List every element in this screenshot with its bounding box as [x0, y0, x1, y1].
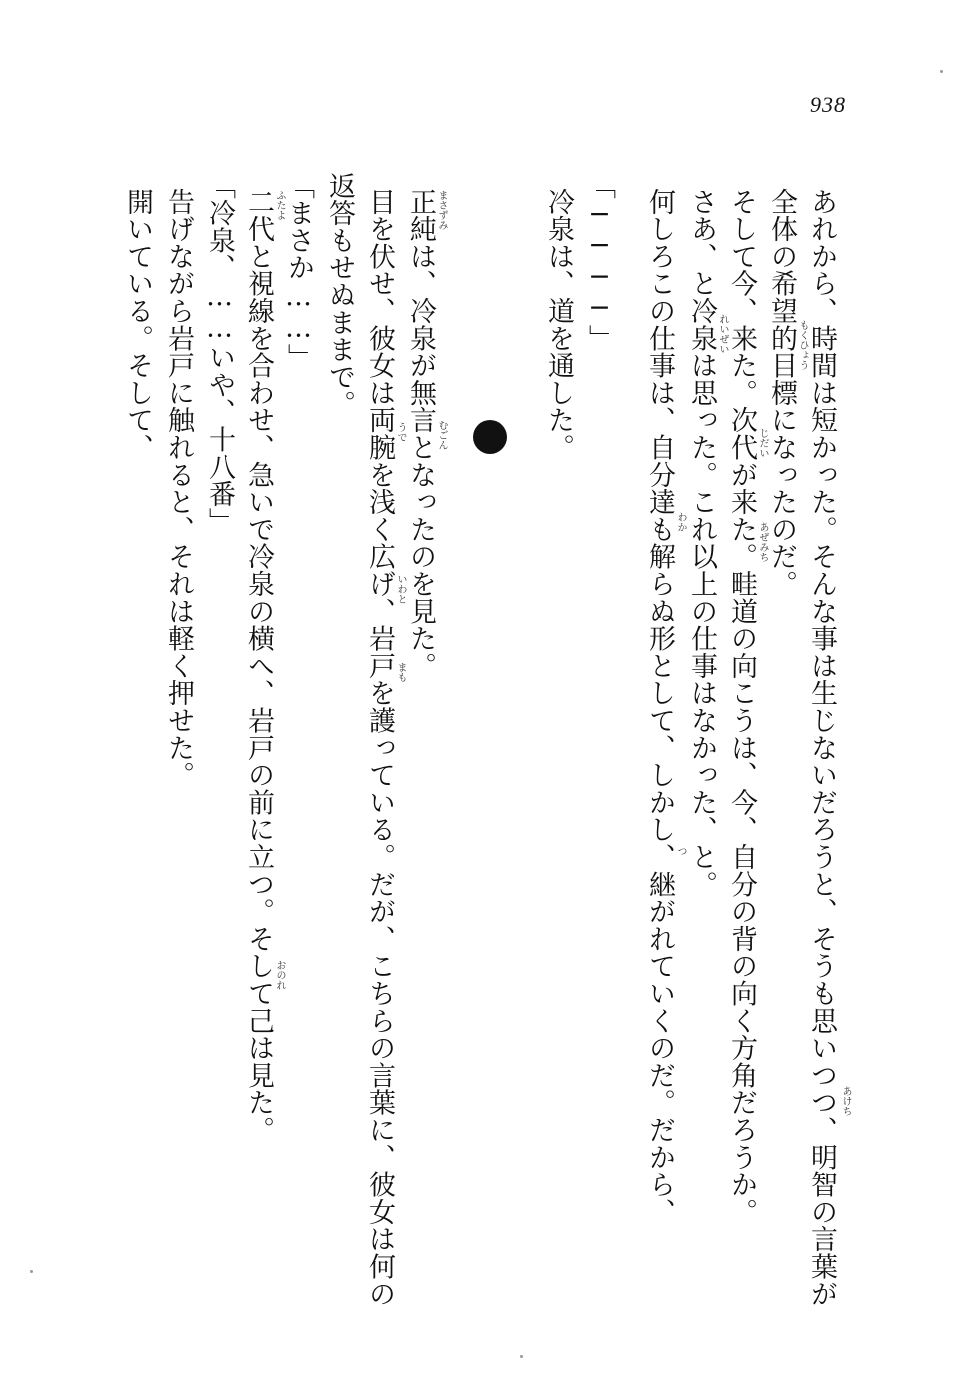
- furigana-mokuhyou: もくひょう: [797, 320, 808, 370]
- furigana-ude: うで: [395, 422, 406, 442]
- furigana-masazumi: まさずみ: [436, 190, 447, 230]
- furigana-iwato: いわと: [395, 574, 406, 604]
- body-column-2: 全体の希望的目標になったのだ。: [766, 188, 797, 598]
- body-column-13: 「冷泉、……いや、十八番」: [204, 172, 235, 535]
- body-column-10: 返答もせぬままで。: [324, 172, 355, 418]
- furigana-akechi: あけち: [840, 1086, 851, 1116]
- body-column-15: 開いている。そして、: [122, 188, 153, 461]
- body-column-5: 何しろこの仕事は、自分達も解らぬ形として、しかし、継がれていくのだ。だから、: [644, 188, 675, 1226]
- furigana-mamoru: まも: [395, 662, 406, 682]
- scan-speck: [30, 1270, 33, 1273]
- section-break-icon: [473, 420, 507, 454]
- furigana-jidai: じだい: [757, 428, 768, 458]
- body-column-9: 目を伏せ、彼女は両腕を浅く広げ、岩戸を護っている。だが、こちらの言葉に、彼女は何の: [364, 188, 395, 1308]
- page-number: 938: [810, 92, 846, 117]
- furigana-tsugu: つ: [675, 846, 686, 856]
- furigana-wakaru: わか: [675, 512, 686, 532]
- scan-speck: [520, 1355, 523, 1358]
- furigana-reizei: れいぜい: [717, 314, 728, 354]
- furigana-futayo: ふたよ: [274, 190, 285, 220]
- body-column-1: あれから、時間は短かった。そんな事は生じないだろうと、そうも思いつつ、明智の言葉が: [806, 188, 837, 1308]
- body-column-6: 「────」: [584, 172, 615, 352]
- furigana-mugon: むごん: [436, 420, 447, 450]
- body-column-8: 正純は、冷泉が無言となったのを見た。: [405, 188, 436, 680]
- body-column-7: 冷泉は、道を通した。: [543, 188, 574, 461]
- furigana-onore: おのれ: [274, 960, 285, 990]
- body-column-4: さあ、と冷泉は思った。これ以上の仕事はなかった、と。: [686, 188, 717, 898]
- furigana-azemichi: あぜみち: [757, 522, 768, 562]
- scan-speck: [940, 70, 943, 73]
- body-column-3: そして今、来た。次代が来た。畦道の向こうは、今、自分の背の向く方角だろうか。: [726, 188, 757, 1226]
- body-column-11: 「まさか……」: [283, 172, 314, 372]
- body-column-14: 告げながら岩戸に触れると、それは軽く押せた。: [163, 188, 194, 789]
- body-column-12: 二代と視線を合わせ、急いで冷泉の横へ、岩戸の前に立つ。そして己は見た。: [243, 188, 274, 1144]
